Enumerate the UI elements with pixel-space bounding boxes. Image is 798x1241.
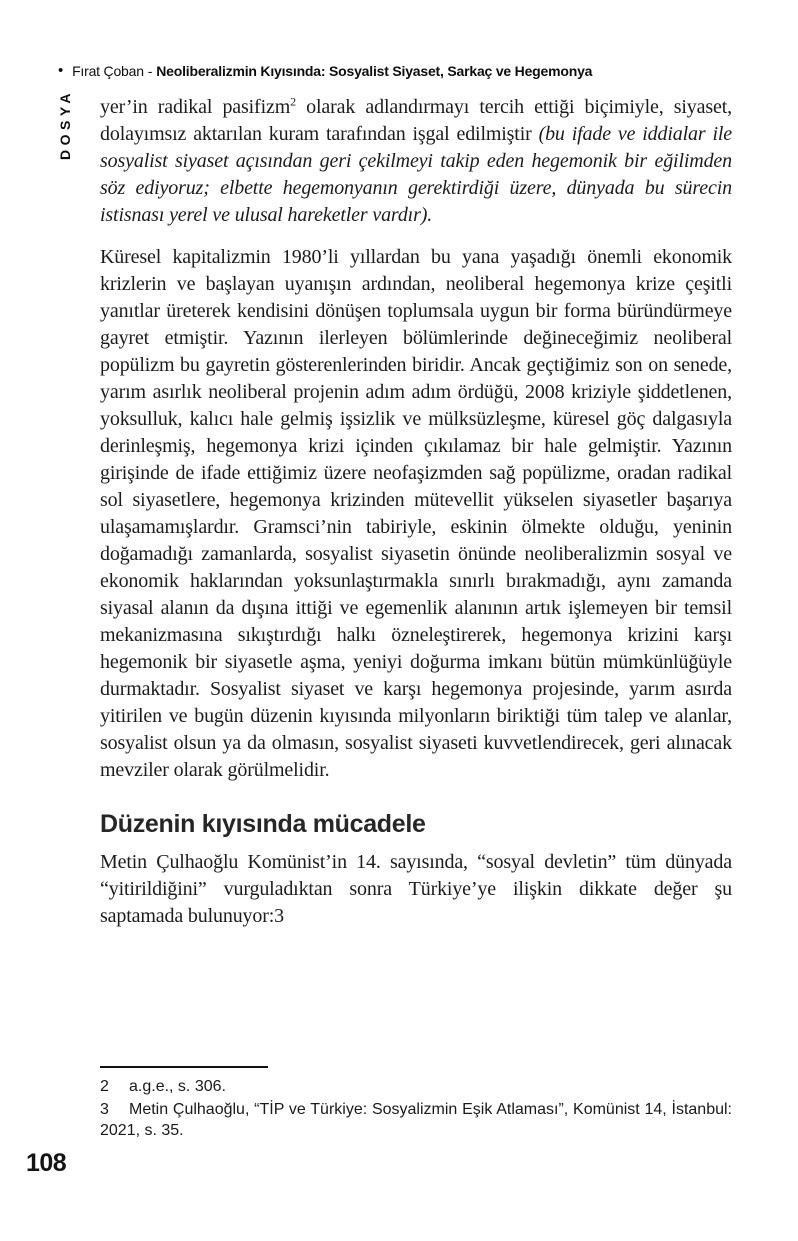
footnote-number: 3 bbox=[100, 1101, 109, 1118]
article-body bbox=[100, 94, 732, 945]
footnote-item bbox=[100, 1099, 732, 1141]
footnote-text: Metin Çulhaoğlu, “TİP ve Türkiye: Sosyalizmin Eşik Atlaması”, Komünist 14, İstanbul: 2021, s. 35. bbox=[100, 1101, 732, 1139]
footnote-text: a.g.e., s. 306. bbox=[129, 1078, 226, 1095]
paragraph-italic-aside: (bu ifade ve iddialar ile sosyalist siyaset açısından geri çekilmeyi takip eden hegemonik bir eğilimden söz ediyoruz; elbette hegemonyanın gerektirdiği üzere, dünyada bu sürecin istisnası yerel ve ulusal hareketler vardır). bbox=[100, 123, 732, 226]
bullet-icon: • bbox=[58, 62, 64, 79]
section-heading: Düzenin kıyısında mücadele bbox=[100, 810, 426, 838]
side-label-dosya: DOSYA bbox=[57, 88, 73, 160]
footnote-number: 2 bbox=[100, 1078, 109, 1095]
footnote-item bbox=[100, 1076, 732, 1097]
paragraph-after-heading: Metin Çulhaoğlu Komünist’in 14. sayısında, “sosyal devletin” tüm dünyada “yitirildiğini” vurguladıktan sonra Türkiye’ye ilişkin dikkate değer şu saptamada bulunuyor:3 bbox=[100, 851, 732, 927]
footnote-rule bbox=[100, 1066, 268, 1068]
running-header bbox=[58, 63, 748, 80]
header-separator: - bbox=[147, 63, 153, 79]
paragraph-lead-text: yer’in radikal pasifizm bbox=[100, 96, 291, 118]
header-article-title: Neoliberalizmin Kıyısında: Sosyalist Siyaset, Sarkaç ve Hegemonya bbox=[156, 63, 593, 79]
paragraph-main: Küresel kapitalizmin 1980’li yıllardan bu yana yaşadığı önemli ekonomik krizlerin ve başlayan uyanışın ardından, neoliberal hegemonya krize çeşitli yanıtlar üreterek kendisini dönüşen toplumsala uygun bir forma büründürmeye gayret etmiştir. Yazının ilerleyen bölümlerinde değineceğimiz neoliberal popülizm bu gayretin gösterenlerinden biridir. Ancak geçtiğimiz son on senede, yarım asırlık neoliberal projenin adım adım ördüğü, 2008 kriziyle şiddetlenen, yoksulluk, kalıcı hale gelmiş işsizlik ve mülksüzleşme, küresel göç dalgasıyla derinleşmiş, hegemonya krizi içinden çıkılamaz bir hale gelmiştir. Yazının girişinde de ifade ettiğimiz üzere neofaşizmden sağ popülizme, oradan radikal sol siyasetlere, hegemonya krizinden mütevellit yükselen siyasetler başarıya ulaşamamışlardır. Gramsci’nin tabiriyle, eskinin ölmekte olduğu, yeninin doğamadığı zamanlarda, sosyalist siyasetin önünde neoliberalizmin sosyal ve ekonomik haklarından yoksunlaştırmakla sınırlı bırakmadığı, aynı zamanda siyasal alanın da dışına ittiği ve egemenlik alanının artık işlemeyen bir temsil mekanizmasına sıkıştırdığı halkı özneleştirerek, hegemonya krizini karşı hegemonik bir siyasetle aşma, yeniyi doğurma imkanı bütün mümkünlüğüyle durmaktadır. Sosyalist siyaset ve karşı hegemonya projesinde, yarım asırda yitirilen ve bugün düzenin kıyısında milyonların biriktiği tüm talep ve alanlar, sosyalist olsun ya da olmasın, sosyalist siyaseti kuvvetlendirecek, geri alınacak mevziler olarak görülmelidir. bbox=[100, 246, 732, 781]
header-author: Fırat Çoban bbox=[72, 63, 144, 79]
paragraph-mid-text: olarak adlandırmayı tercih ettiği biçimiyle, siyaset, dolayımsız aktarılan kuram tarafından işgal edilmiştir bbox=[100, 96, 732, 145]
footnote-reference-2: 2 bbox=[290, 94, 296, 109]
paragraph-continuation bbox=[100, 94, 732, 229]
footnotes-block bbox=[100, 1066, 732, 1143]
page-number: 108 bbox=[26, 1149, 67, 1177]
